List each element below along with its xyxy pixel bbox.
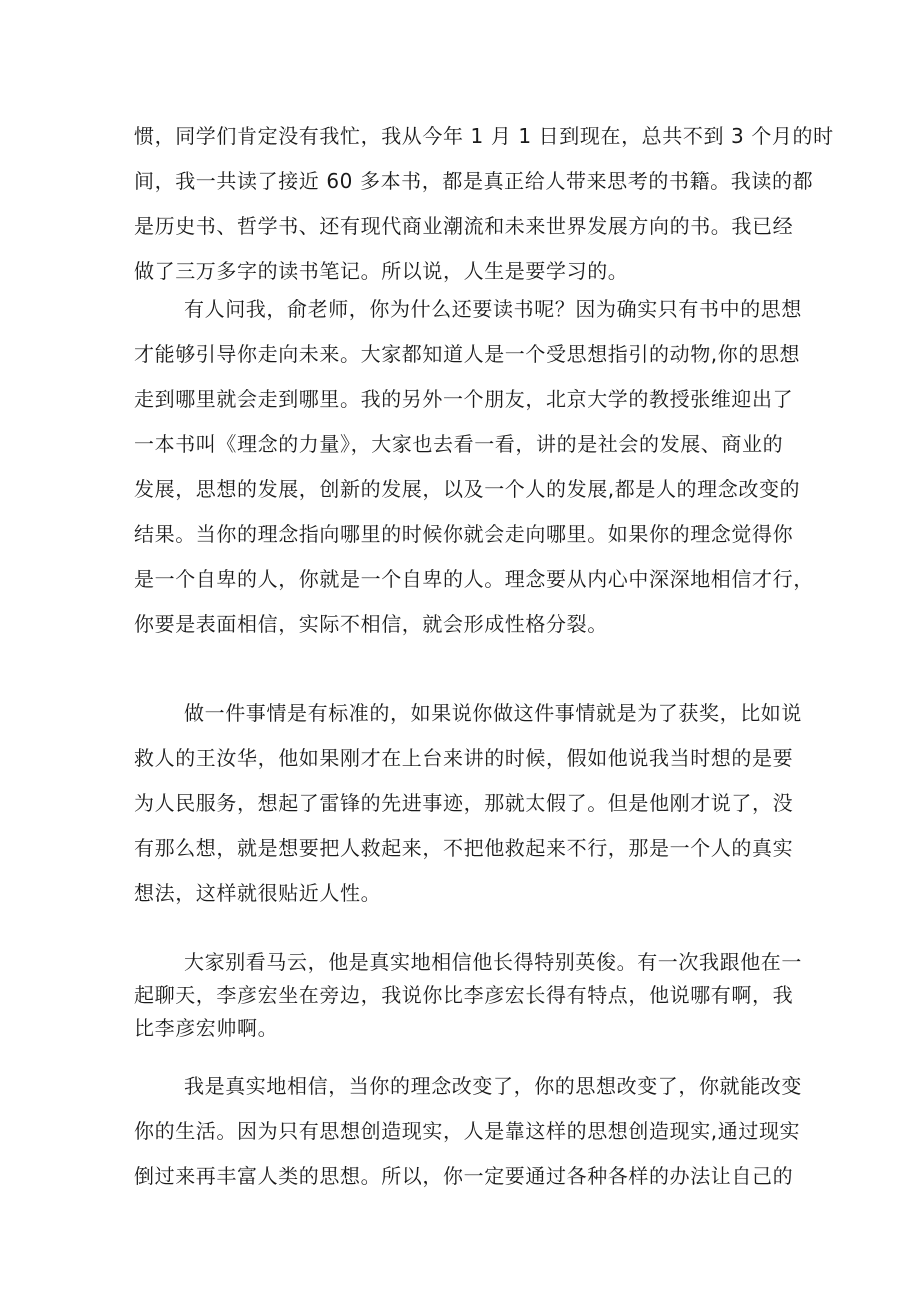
text-line: 为人民服务，想起了雷锋的先进事迹，那就太假了。但是他刚才说了，没 [134, 791, 794, 815]
text-line: 你要是表面相信，实际不相信，就会形成性格分裂。 [134, 612, 608, 636]
text-line: 我是真实地相信，当你的理念改变了，你的思想改变了，你就能改变 [184, 1074, 802, 1098]
text-line: 间，我一共读了接近 60 多本书，都是真正给人带来思考的书籍。我读的都 [134, 169, 814, 193]
text-line: 才能够引导你走向未来。大家都知道人是一个受思想指引的动物,你的思想 [134, 342, 801, 366]
text-line: 倒过来再丰富人类的思想。所以，你一定要通过各种各样的办法让自己的 [134, 1164, 794, 1188]
text-line: 起聊天，李彦宏坐在旁边，我说你比李彦宏长得有特点，他说哪有啊，我 [134, 983, 794, 1007]
text-line: 有人问我，俞老师，你为什么还要读书呢？因为确实只有书中的思想 [184, 297, 802, 321]
text-line: 救人的王汝华，他如果刚才在上台来讲的时候，假如他说我当时想的是要 [134, 746, 794, 770]
text-line: 发展，思想的发展，创新的发展，以及一个人的发展,都是人的理念改变的 [134, 477, 801, 501]
text-line: 惯，同学们肯定没有我忙，我从今年 1 月 1 日到现在，总共不到 3 个月的时 [134, 124, 834, 148]
text-line: 想法，这样就很贴近人性。 [134, 881, 382, 905]
text-line: 你的生活。因为只有思想创造现实，人是靠这样的思想创造现实,通过现实 [134, 1119, 801, 1143]
text-line: 有那么想，就是想要把人救起来，不把他救起来不行，那是一个人的真实 [134, 836, 794, 860]
paragraph-2 [134, 287, 814, 647]
paragraph-5 [134, 1064, 802, 1199]
text-line: 做一件事情是有标准的，如果说你做这件事情就是为了获奖，比如说 [184, 701, 802, 725]
text-line: 一本书叫《理念的力量》，大家也去看一看，讲的是社会的发展、商业的 [134, 432, 784, 456]
text-line: 大家别看马云，他是真实地相信他长得特别英俊。有一次我跟他在一 [184, 950, 802, 974]
text-line: 结果。当你的理念指向哪里的时候你就会走向哪里。如果你的理念觉得你 [134, 522, 794, 546]
text-line: 是历史书、哲学书、还有现代商业潮流和未来世界发展方向的书。我已经 [134, 214, 794, 238]
text-line: 走到哪里就会走到哪里。我的另外一个朋友，北京大学的教授张维迎出了 [134, 387, 794, 411]
text-line: 比李彦宏帅啊。 [134, 1016, 279, 1040]
paragraph-4 [134, 946, 802, 1045]
paragraph-3 [134, 691, 802, 916]
text-line: 是一个自卑的人，你就是一个自卑的人。理念要从内心中深深地相信才行， [134, 567, 814, 591]
paragraph-1 [134, 114, 834, 294]
text-line: 做了三万多字的读书笔记。所以说，人生是要学习的。 [134, 259, 629, 283]
